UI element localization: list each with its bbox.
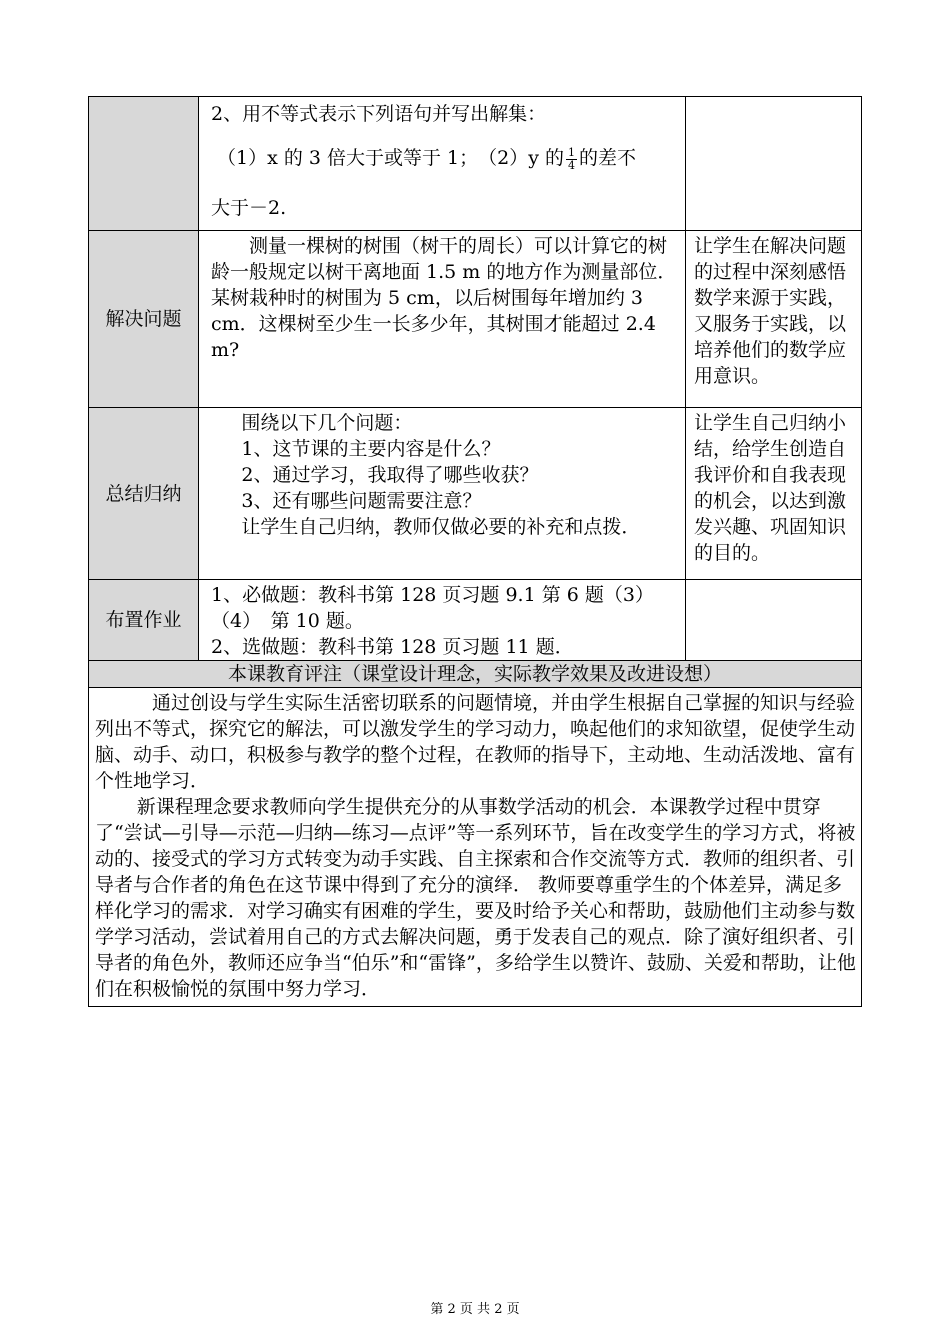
solve-note: 让学生在解决问题的过程中深刻感悟数学来源于实践，又服务于实践，以培养他们的数学应用意识。 xyxy=(686,231,862,408)
homework-row xyxy=(89,580,862,661)
summary-content xyxy=(199,408,686,580)
practice-line-3: 大于－2. xyxy=(211,197,287,219)
practice-content xyxy=(199,97,686,231)
evaluation-paragraph-1: 通过创设与学生实际生活密切联系的问题情境，并由学生根据自己掌握的知识与经验列出不等式，探究它的解法，可以激发学生的学习动力，唤起他们的求知欲望，促使学生动脑、动手、动口，积极参与教学的整个过程，在教师的指导下，主动地、生动活泼地、富有个性地学习． xyxy=(95,692,856,792)
practice-label xyxy=(89,97,199,231)
fraction xyxy=(566,147,577,172)
homework-line-1: 1、必做题：教科书第 128 页习题 9.1 第 6 题（3）（4） 第 10 题。 xyxy=(211,584,654,632)
summary-note: 让学生自己归纳小结，给学生创造自我评价和自我表现的机会，以达到激发兴趣、巩固知识的目的。 xyxy=(686,408,862,580)
evaluation-heading-row xyxy=(89,661,862,688)
lesson-plan-table xyxy=(88,96,862,1007)
fraction-numerator: 1 xyxy=(568,145,576,159)
practice-line-1: 2、用不等式表示下列语句并写出解集： xyxy=(211,103,547,125)
practice-note xyxy=(686,97,862,231)
homework-content xyxy=(199,580,686,661)
summary-line-4: 3、还有哪些问题需要注意？ xyxy=(241,490,482,512)
evaluation-paragraph-2: 新课程理念要求教师向学生提供充分的从事数学活动的机会．本课教学过程中贯穿了“尝试—引导—示范—归纳—练习—点评”等一系列环节，旨在改变学生的学习方式，将被动的、接受式的学习方式转变为动手实践、自主探索和合作交流等方式．教师的组织者、引导者与合作者的角色在这节课中得到了充分的演绎． 教师要尊重学生的个体差异，满足多样化学习的需求．对学习确实有困难的学生，要及时给予关心和帮助，鼓励他们主动参与数学学习活动，尝试着用自己的方式去解决问题，勇于发表自己的观点．除了演好组织者、引导者的角色外，教师还应争当“伯乐”和“雷锋”，多给学生以赞许、鼓励、关爱和帮助，让他们在积极愉悦的氛围中努力学习． xyxy=(95,796,856,1000)
solve-row xyxy=(89,231,862,408)
practice-line-2 xyxy=(211,141,679,175)
evaluation-heading: 本课教育评注（课堂设计理念，实际教学效果及改进设想） xyxy=(89,661,862,688)
homework-line-2: 2、选做题：教科书第 128 页习题 11 题． xyxy=(211,636,574,658)
page-footer: 第 2 页 共 2 页 xyxy=(430,1302,520,1317)
fraction-denominator: 4 xyxy=(568,158,576,172)
summary-row xyxy=(89,408,862,580)
homework-label: 布置作业 xyxy=(89,580,199,661)
evaluation-body-row xyxy=(89,688,862,1007)
summary-line-1: 围绕以下几个问题： xyxy=(241,412,413,434)
summary-line-3: 2、通过学习，我取得了哪些收获？ xyxy=(241,464,539,486)
summary-closing: 让学生自己归纳，教师仅做必要的补充和点拨． xyxy=(241,516,641,538)
practice-line-2a: （1）x 的 3 倍大于或等于 1； （2）y 的 xyxy=(217,147,565,169)
homework-note xyxy=(686,580,862,661)
practice-line-2b: 的差不 xyxy=(579,147,637,169)
solve-label: 解决问题 xyxy=(89,231,199,408)
solve-problem-text: 测量一棵树的树围（树干的周长）可以计算它的树龄一般规定以树干离地面 1.5 m 的地方作为测量部位．某树栽种时的树围为 5 cm，以后树围每年增加约 3 cm．这棵树至少生一长多少年，其树围才能超过 2.4 m? xyxy=(211,235,677,361)
solve-content xyxy=(199,231,686,408)
summary-line-2: 1、这节课的主要内容是什么？ xyxy=(241,438,501,460)
evaluation-body xyxy=(89,688,862,1007)
practice-row xyxy=(89,97,862,231)
summary-label: 总结归纳 xyxy=(89,408,199,580)
